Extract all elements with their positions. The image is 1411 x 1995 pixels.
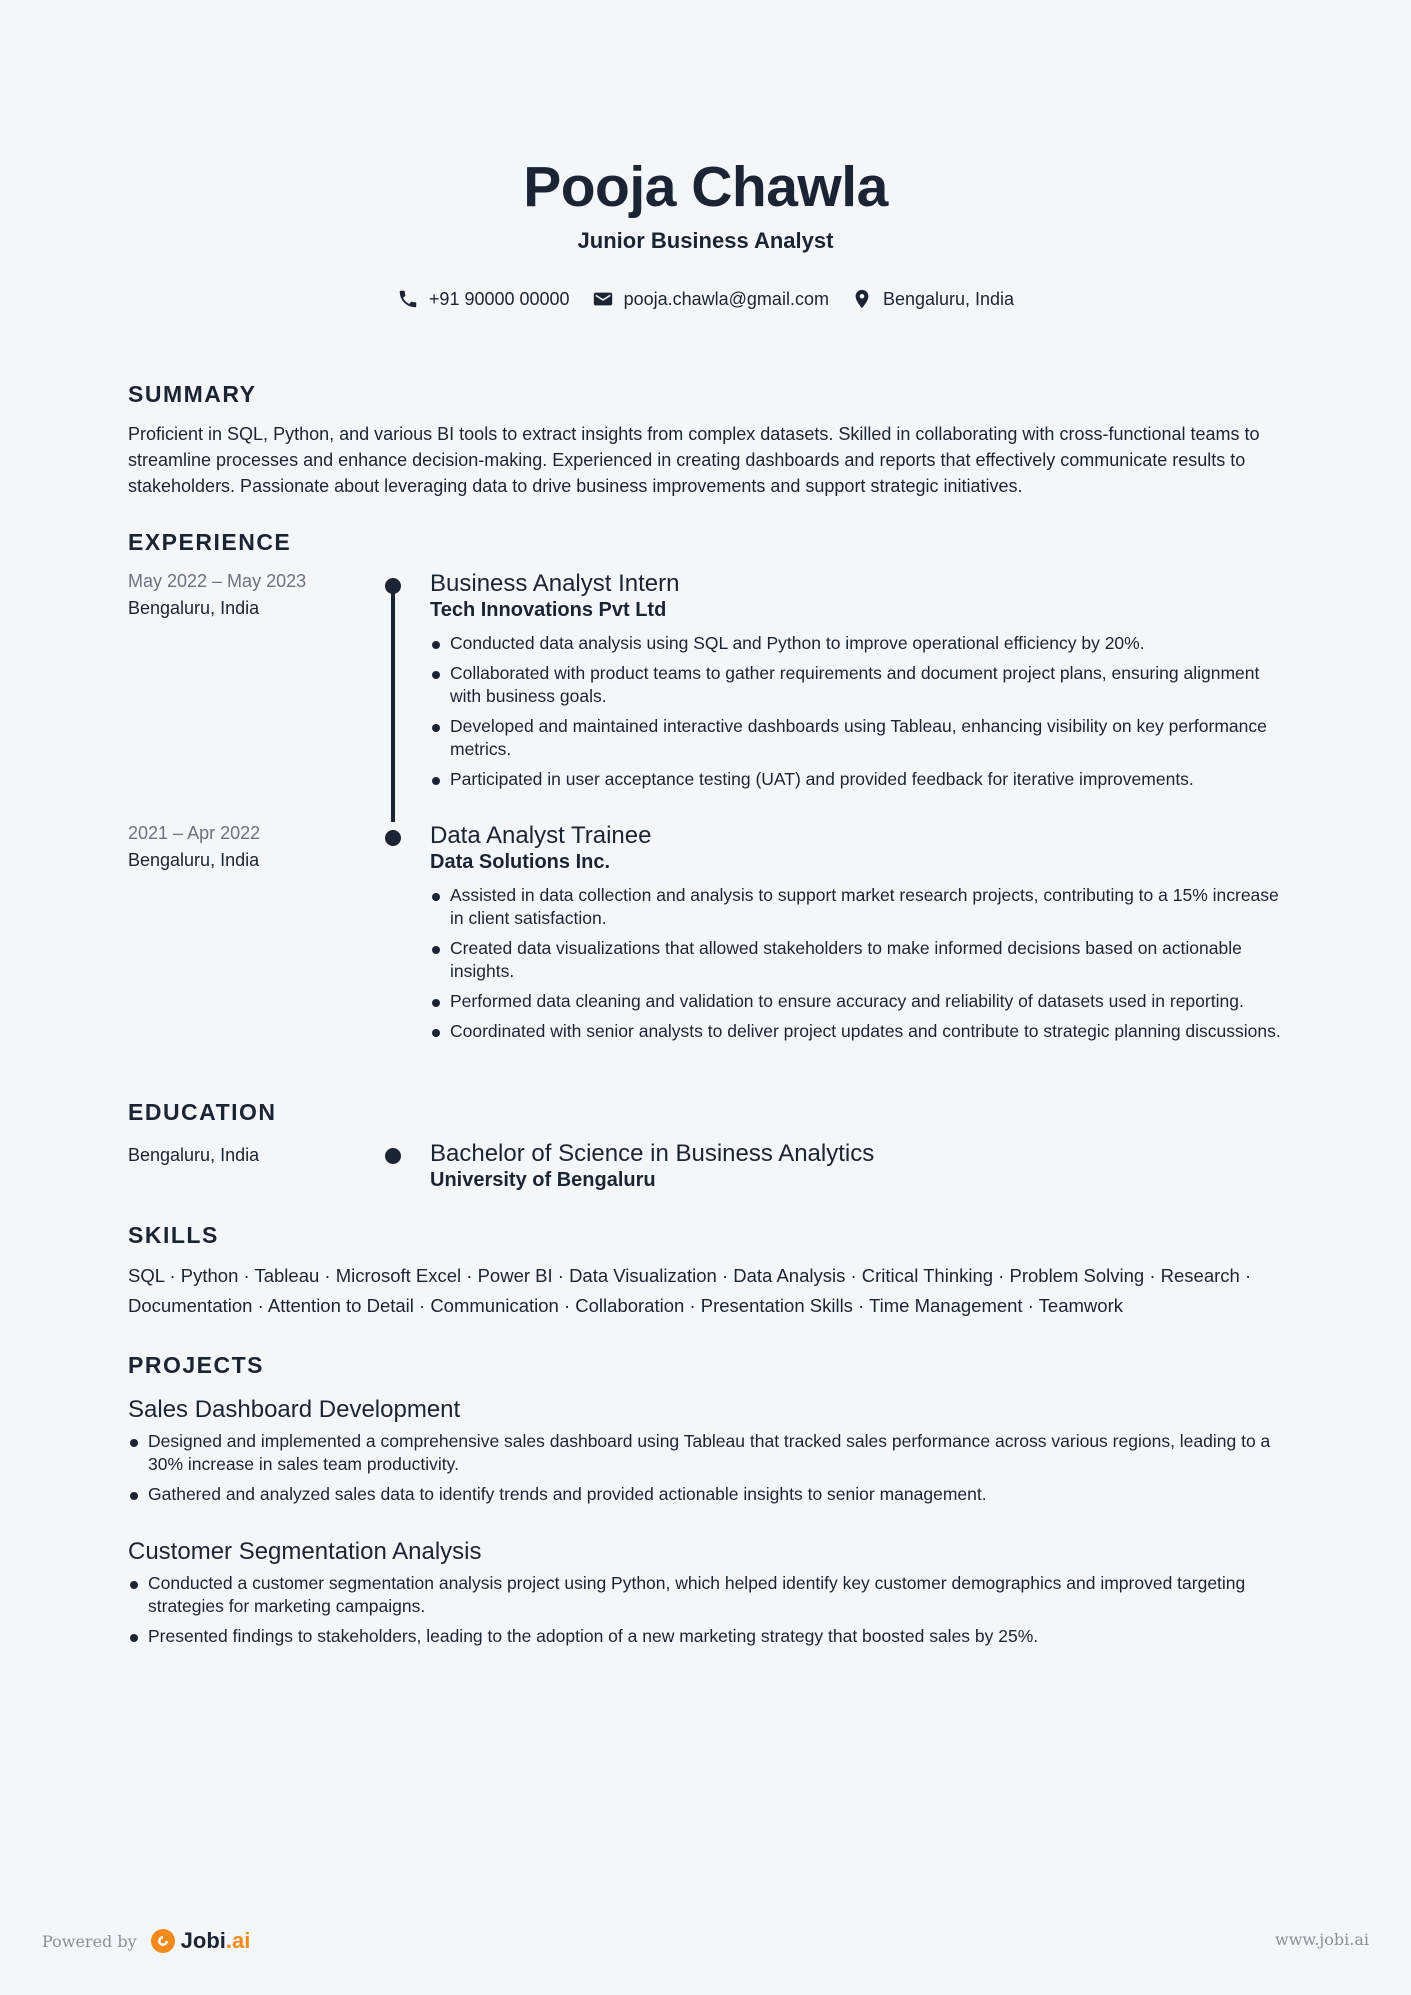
list-item: Assisted in data collection and analysis to support market research projects, contributing to a 15% increase in client satisfaction. [430, 884, 1290, 930]
list-item: Presented findings to stakeholders, leading to the adoption of a new marketing strategy that boosted sales by 25%. [128, 1625, 1288, 1648]
footer-url[interactable]: www.jobi.ai [1275, 1930, 1369, 1949]
location-pin-icon [851, 288, 873, 310]
list-item: Developed and maintained interactive dashboards using Tableau, enhancing visibility on key performance metrics. [430, 715, 1290, 761]
job-title: Data Analyst Trainee [430, 822, 652, 849]
job-title: Business Analyst Intern [430, 570, 680, 597]
footer-powered-by [42, 1928, 250, 1954]
list-item: Collaborated with product teams to gather requirements and document project plans, ensuring alignment with business goals. [430, 662, 1290, 708]
powered-by-label: Powered by [42, 1931, 137, 1951]
logo-suffix-text: .ai [225, 1928, 251, 1953]
experience-heading: EXPERIENCE [128, 529, 292, 555]
project-bullets [128, 1430, 1288, 1513]
job-location: Bengaluru, India [128, 850, 260, 870]
summary-text: Proficient in SQL, Python, and various BI tools to extract insights from complex datasets. Skilled in collaborating with cross-functional teams to streamline processes and enhance decision-making. Experienced in creating dashboards and reports that effectively communicate results to stakeholders. Passionate about leveraging data to drive business improvements and support strategic initiatives. [128, 424, 1260, 496]
education-school: University of Bengaluru [430, 1169, 656, 1191]
candidate-name: Pooja Chawla [523, 155, 888, 219]
list-item: Gathered and analyzed sales data to identify trends and provided actionable insights to senior management. [128, 1483, 1288, 1506]
contact-email [592, 286, 829, 312]
contact-location [851, 286, 1014, 312]
education-location: Bengaluru, India [128, 1145, 260, 1165]
list-item: Coordinated with senior analysts to deliver project updates and contribute to strategic planning discussions. [430, 1020, 1290, 1043]
contact-row [0, 286, 1411, 312]
job-date: May 2022 – May 2023 [128, 571, 307, 591]
timeline-dot [385, 1148, 401, 1164]
job-company: Tech Innovations Pvt Ltd [430, 599, 667, 621]
phone-text: +91 90000 00000 [428, 289, 570, 309]
jobi-logo-icon [151, 1929, 175, 1953]
education-degree: Bachelor of Science in Business Analytics [430, 1140, 875, 1167]
job-bullets [430, 884, 1290, 1050]
education-heading: EDUCATION [128, 1099, 277, 1125]
list-item: Designed and implemented a comprehensive sales dashboard using Tableau that tracked sales performance across various regions, leading to a 30% increase in sales team productivity. [128, 1430, 1288, 1476]
project-bullets [128, 1572, 1288, 1655]
timeline-dot [385, 830, 401, 846]
logo-main-text: Jobi [180, 1928, 226, 1953]
email-text: pooja.chawla@gmail.com [623, 289, 829, 309]
timeline-line [391, 586, 395, 822]
list-item: Performed data cleaning and validation to ensure accuracy and reliability of datasets used in reporting. [430, 990, 1290, 1013]
contact-phone [397, 286, 570, 312]
job-date: 2021 – Apr 2022 [128, 823, 261, 843]
list-item: Conducted data analysis using SQL and Python to improve operational efficiency by 20%. [430, 632, 1290, 655]
projects-heading: PROJECTS [128, 1352, 264, 1378]
list-item: Conducted a customer segmentation analysis project using Python, which helped identify key customer demographics and improved targeting strategies for marketing campaigns. [128, 1572, 1288, 1618]
project-title: Customer Segmentation Analysis [128, 1538, 482, 1565]
list-item: Created data visualizations that allowed stakeholders to make informed decisions based on actionable insights. [430, 937, 1290, 983]
job-company: Data Solutions Inc. [430, 851, 611, 873]
list-item: Participated in user acceptance testing (UAT) and provided feedback for iterative improvements. [430, 768, 1290, 791]
job-bullets [430, 632, 1290, 798]
summary-heading: SUMMARY [128, 381, 257, 407]
project-title: Sales Dashboard Development [128, 1396, 461, 1423]
job-location: Bengaluru, India [128, 598, 260, 618]
skills-list: SQL · Python · Tableau · Microsoft Excel · Power BI · Data Visualization · Data Analysis · Critical Thinking · Problem Solving · Research · Documentation · Attention to Detail · Communication · Collaboration · Presentation Skills · Time Management · Teamwork [128, 1265, 1252, 1316]
location-text: Bengaluru, India [882, 289, 1015, 309]
email-icon [592, 288, 614, 310]
jobi-logo[interactable] [151, 1928, 251, 1954]
phone-icon [397, 288, 419, 310]
skills-heading: SKILLS [128, 1222, 219, 1248]
candidate-role: Junior Business Analyst [577, 228, 834, 253]
